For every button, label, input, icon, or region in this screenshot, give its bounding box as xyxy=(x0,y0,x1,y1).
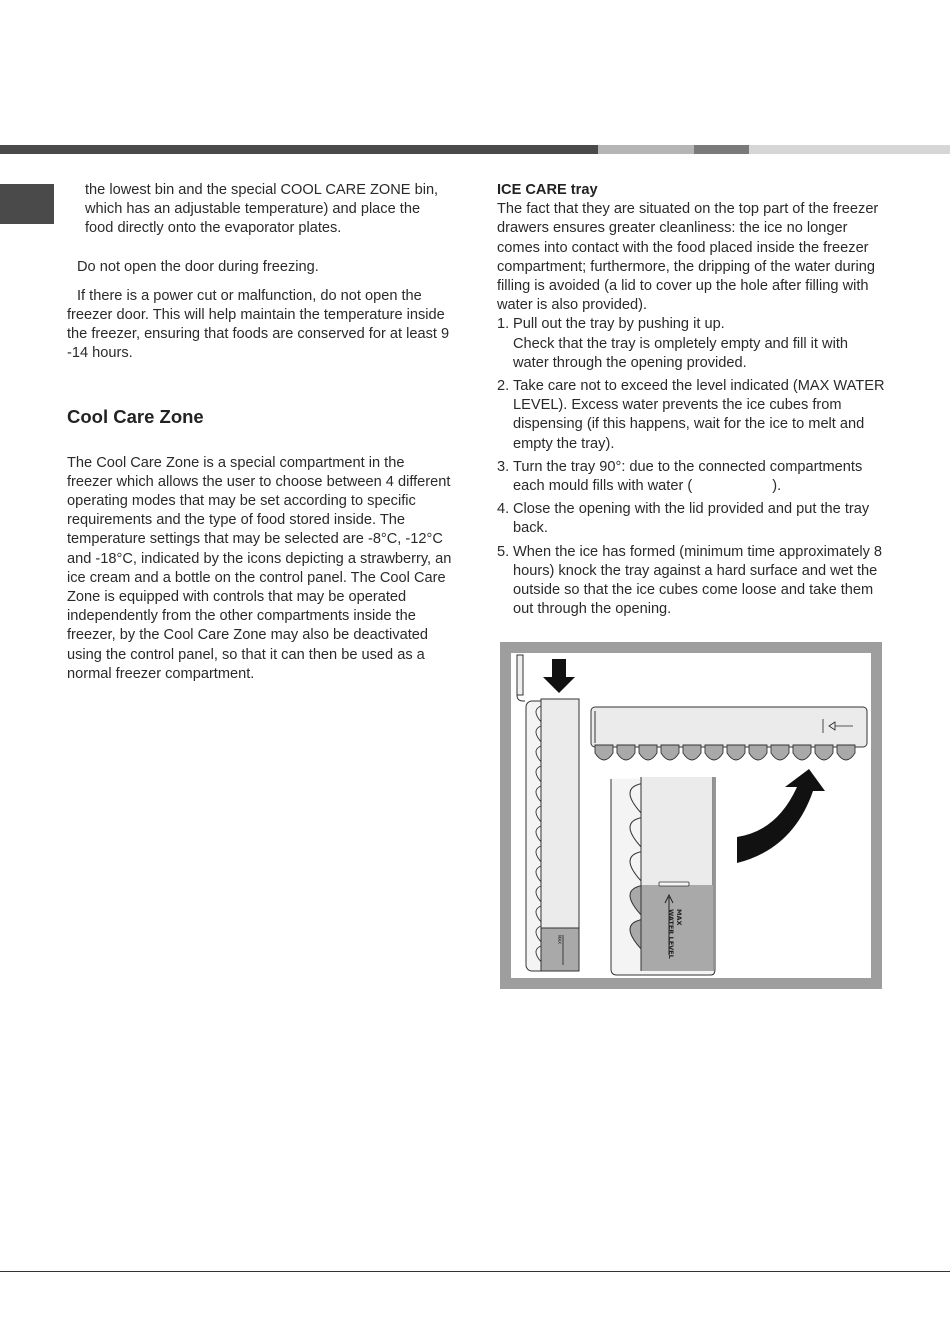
water-level-label: WATER LEVEL xyxy=(667,909,675,959)
header-bar-segment-dark xyxy=(0,145,598,154)
ice-care-steps-list xyxy=(497,315,885,619)
header-bar-segment-pale xyxy=(749,145,950,154)
cool-care-zone-title: Cool Care Zone xyxy=(67,405,204,427)
step-item xyxy=(497,315,885,373)
header-color-bar xyxy=(0,145,950,154)
right-column xyxy=(497,181,885,619)
step-text: Pull out the tray by pushing it up. xyxy=(513,316,725,333)
step-item xyxy=(497,500,885,538)
footer-rule xyxy=(0,1271,950,1272)
intro-continued-text: the lowest bin and the special COOL CARE ZONE bin, which has an adjustable temperature) and place the food directly onto the evaporator plates. xyxy=(85,182,439,237)
header-bar-segment-light xyxy=(598,145,694,154)
step-number: 1. xyxy=(497,316,510,333)
rotate-arrow-icon xyxy=(737,769,825,863)
svg-text:MAX: MAX xyxy=(557,935,562,944)
upright-tray-icon xyxy=(517,655,579,971)
cool-care-zone-body: The Cool Care Zone is a special compartment in the freezer which allows the user to choose between 4 different operating modes that may be set according to specific requirements and the type of food stored inside. The temperature settings that may be selected are -8°C, -12°C and -18°C, indicated by the icons depicting a strawberry, an ice cream and a bottle on the control panel. The Cool Care Zone is equipped with controls that may be operated independently from the other compartments inside the freezer, by the Cool Care Zone may also be deactivated using the control panel, so that it can then be used as a normal freezer compartment. xyxy=(67,454,452,682)
page-side-tab xyxy=(0,184,54,224)
step-text-end: ). xyxy=(772,478,782,495)
ice-care-tray-heading: ICE CARE tray xyxy=(497,182,598,198)
step-subtext: Check that the tray is ompletely empty and fill it with water through the opening provided. xyxy=(513,335,848,371)
step-number: 5. xyxy=(497,543,510,560)
ice-tray-illustration xyxy=(500,642,882,989)
ice-care-intro-text: The fact that they are situated on the top part of the freezer drawers ensures greater cleanliness: the ice no longer comes into contact with the food placed inside the freezer compartment; furthermore, the dripping of the water during filling is avoided (a lid to cover up the hole after filling with water is also provided). xyxy=(497,201,879,314)
step-text: Close the opening with the lid provided and put the tray back. xyxy=(513,501,870,537)
power-cut-note-text: If there is a power cut or malfunction, do not open the freezer door. This will help maintain the temperature inside the freezer, ensuring that foods are conserved for at least 9 -14 hours. xyxy=(67,287,450,362)
illustration-canvas xyxy=(511,653,871,978)
door-note-text: Do not open the door during freezing. xyxy=(77,258,319,275)
water-level-tray-icon xyxy=(611,777,715,975)
max-label: MAX xyxy=(675,909,683,926)
step-item xyxy=(497,377,885,454)
step-number: 3. xyxy=(497,458,510,475)
horizontal-tray-icon xyxy=(591,707,867,760)
left-column xyxy=(67,181,452,684)
step-number: 4. xyxy=(497,501,510,518)
step-item xyxy=(497,543,885,620)
step-item xyxy=(497,458,885,496)
down-arrow-icon xyxy=(543,659,575,693)
step-text: Turn the tray 90°: due to the connected compartments each mould fills with water ( xyxy=(513,458,863,495)
step-number: 2. xyxy=(497,378,510,395)
header-bar-segment-mid xyxy=(694,145,749,154)
step-text: When the ice has formed (minimum time approximately 8 hours) knock the tray against a hard surface and wet the outside so that the ice cubes come loose and take them out through the opening. xyxy=(513,543,883,618)
step-text: Take care not to exceed the level indicated (MAX WATER LEVEL). Excess water prevents the ice cubes from dispensing (if this happens, wait for the ice to melt and empty the tray). xyxy=(513,378,885,452)
ice-tray-drawing xyxy=(511,653,871,978)
